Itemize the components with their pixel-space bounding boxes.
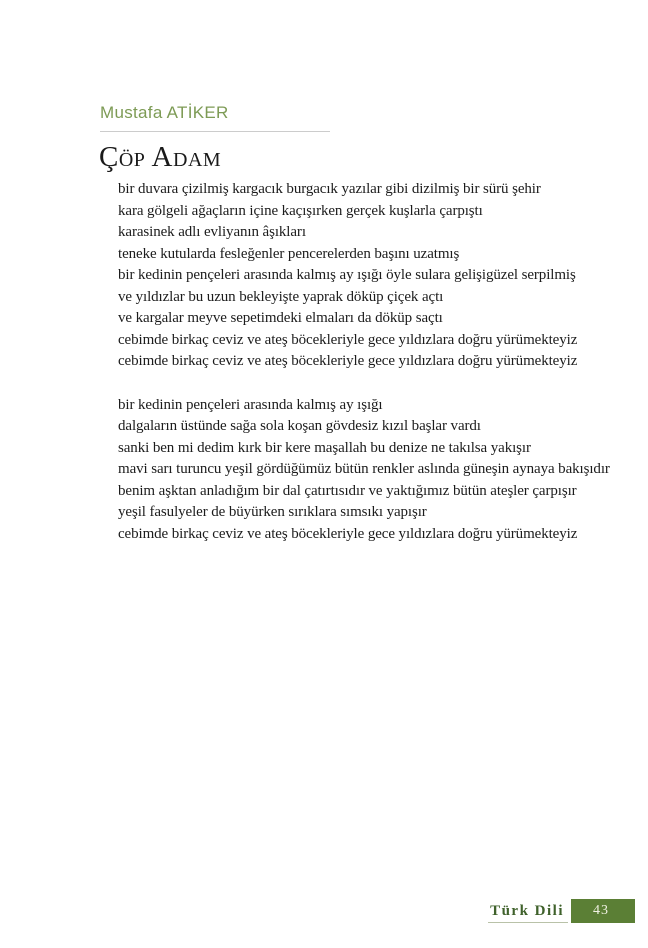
- author-divider-rule: [100, 131, 330, 132]
- poem-line: dalgaların üstünde sağa sola koşan gövdesiz kızıl başlar vardı: [118, 418, 481, 434]
- author-name: Mustafa ATİKER: [100, 103, 229, 122]
- poem-stanza: [118, 395, 610, 546]
- page-number-box: [571, 899, 635, 923]
- poem-line: kara gölgeli ağaçların içine kaçışırken gerçek kuşlarla çarpıştı: [118, 202, 483, 219]
- poem-line: cebimde birkaç ceviz ve ateş böcekleriyle gece yıldızlara doğru yürümekteyiz: [118, 353, 578, 369]
- poem-title: Çöp Adam: [99, 141, 222, 173]
- poem-line: ve kargalar meyve sepetimdeki elmaları da döküp saçtı: [118, 310, 443, 326]
- poem-line: cebimde birkaç ceviz ve ateş böcekleriyle gece yıldızlara doğru yürümekteyiz: [118, 331, 578, 348]
- poem-line: mavi sarı turuncu yeşil gördüğümüz bütün renkler aslında güneşin aynaya bakışıdır: [118, 461, 610, 477]
- poem-line: bir duvara çizilmiş kargacık burgacık yazılar gibi dizilmiş bir sürü şehir: [118, 181, 541, 197]
- poem-body: [118, 179, 610, 545]
- poem-line: sanki ben mi dedim kırk bir kere maşallah bu denize ne takılsa yakışır: [118, 439, 531, 456]
- poem-line: benim aşktan anladığım bir dal çatırtısıdır ve yaktığımız bütün ateşler çarpışır: [118, 482, 577, 499]
- poem-line: ve yıldızlar bu uzun bekleyişte yaprak döküp çiçek açtı: [118, 288, 444, 305]
- journal-name: Türk Dili: [488, 902, 568, 923]
- poem-line: teneke kutularda fesleğenler pencerelerden başını uzatmış: [118, 245, 460, 262]
- poem-line: bir kedinin pençeleri arasında kalmış ay ışığı öyle sulara gelişigüzel serpilmiş: [118, 267, 576, 283]
- poem-line: yeşil fasulyeler de büyürken sırıklara sımsıkı yapışır: [118, 504, 427, 520]
- page-footer: [488, 899, 635, 923]
- page-number: 43: [593, 903, 609, 918]
- poem-line: karasinek adlı evliyanın âşıkları: [118, 224, 306, 240]
- poem-line: cebimde birkaç ceviz ve ateş böcekleriyle gece yıldızlara doğru yürümekteyiz: [118, 525, 578, 542]
- poem-line: bir kedinin pençeleri arasında kalmış ay ışığı: [118, 396, 383, 413]
- poem-stanza: [118, 179, 610, 373]
